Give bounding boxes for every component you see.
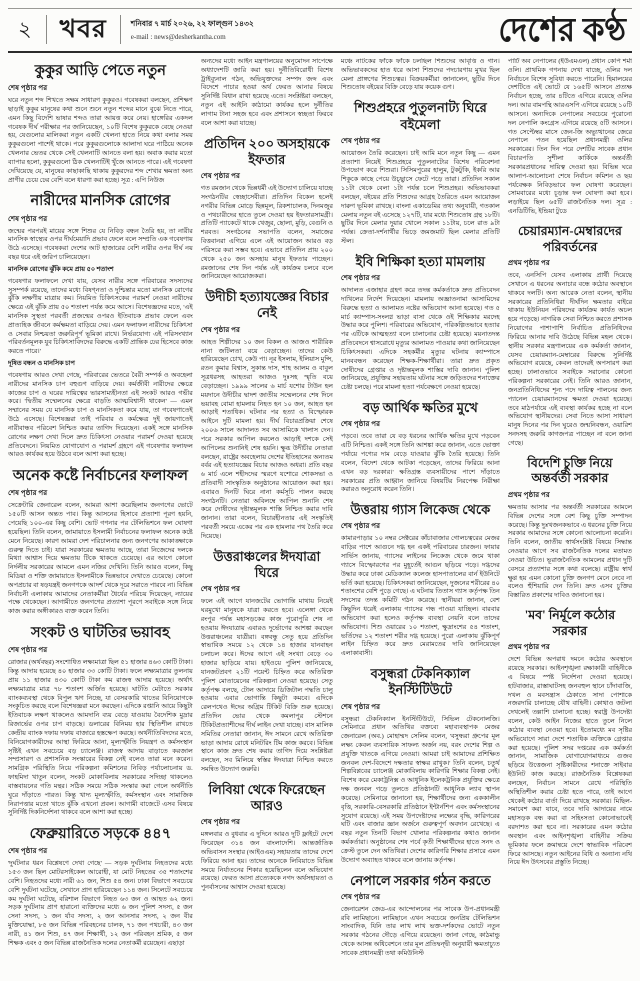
article-kicker: শেষ পৃষ্ঠার পর [340, 702, 381, 711]
article [341, 873, 500, 959]
article [201, 549, 333, 775]
article-headline: উত্তরায় গ্যাস লিকেজ থেকে [350, 502, 491, 518]
article-headline: সংকট ও ঘাটতির ভয়াবহ [31, 625, 170, 642]
article-kicker: শেষ পৃষ্ঠার পর [8, 847, 48, 856]
masthead-logo: দেশের কণ্ঠ [498, 10, 626, 49]
article [508, 456, 632, 601]
article-headline: শিশুপ্রহরে পুতুলনাট্য ঘিরে বইমেলা [353, 100, 487, 132]
article [508, 58, 632, 217]
article-kicker: শেষ পৃষ্ঠার পর [8, 489, 48, 498]
article [201, 58, 333, 129]
page-header [8, 8, 632, 49]
article [8, 62, 193, 185]
column [341, 58, 500, 963]
email-line: e-mail : news@desherkantha.com [130, 32, 226, 41]
article [8, 624, 193, 818]
column [8, 58, 193, 963]
article-headline: বড় আর্থিক ক্ষতির মুখে [362, 400, 478, 416]
article-kicker: প্রথম পৃষ্ঠার পর [507, 490, 550, 499]
article [341, 502, 500, 659]
article-headline: নেপালে সরকার গঠন করতে [350, 872, 491, 888]
article [201, 782, 333, 893]
article [341, 666, 500, 866]
article-kicker: শেষ পৃষ্ঠার পর [200, 172, 240, 181]
article-paragraph: ফলে এই আগে যানজটের ভোগান্তি মাথায় নিয়েই ঘরমুখো মানুষকে যাত্রা করতে হবে। এলেঙ্গা থেকে রংপুর পর্যন্ত মহাসড়কের কাজ পুরোপুরি শেষ না হওয়ায় ঈদযাত্রায় এবারও দুর্ভোগের আশঙ্কা করছেন উত্তরাঞ্চলের যাত্রীরা। বঙ্গবন্ধু সেতু হয়ে প্রতিদিন স্বাভাবিক সময়ে ১২ থেকে ১৪ হাজার যানবাহন চলাচল করে। ঈদের আগে এই সংখ্যা বেড়ে ৩০ হাজার ছাড়িয়ে যায়। হাইওয়ে পুলিশ জানিয়েছে, যানজটপ্রবণ ২১টি পয়েন্ট চিহ্নিত করে অতিরিক্ত পুলিশ মোতায়েনের পরিকল্পনা নেওয়া হয়েছে। সেতু কর্তৃপক্ষ বলছে, টোল আদায়ে ডিজিটাল পদ্ধতি চালু হওয়ায় এবার ভোগান্তি কিছুটা কমবে। এদিকে রেলপথেও ঈদের অগ্রিম টিকিট বিক্রি শুরু হয়েছে। প্রতিদিন ভোর থেকে কমলাপুর স্টেশনে টিকিটপ্রত্যাশীদের দীর্ঘ লাইন দেখা যাচ্ছে। বাস মালিক সমিতির নেতারা জানান, ঈদ সামনে রেখে অতিরিক্ত ভাড়া আদায় রোধে মনিটরিং টিম কাজ করবে। বিভিন্ন স্থানে কাজ দ্রুত শেষ করার তাগিদ দিয়ে সংশ্লিষ্টরা বলছেন, সব মিলিয়ে স্বস্তির ঈদযাত্রা নিশ্চিত করতে সমন্বিত উদ্যোগ জরুরি। [200, 598, 333, 774]
article-paragraph: দেশে বিভিন্ন অপরাধ দমনে কঠোর অবস্থানে রয়েছে সরকার। আইনশৃঙ্খলা রক্ষাকারী বাহিনীকে এ বিষয়ে স্পষ্ট নির্দেশনা দেওয়া হয়েছে। হাটবাজার, রাস্তাঘাটসহ জনবহুল স্থানে চাঁদাবাজি, দখল ও মবসন্ত্রাস ঠেকাতে সাদা পোশাকে নজরদারি চালাচ্ছে যৌথ বাহিনী। কোথাও জটলা দেখলেই তল্লাশি চালানো হচ্ছে। স্বরাষ্ট্র উপদেষ্টা বলেন, কেউ আইন নিজের হাতে তুলে নিলে কঠোর ব্যবস্থা নেওয়া হবে। ইতোমধ্যে মব সৃষ্টির অভিযোগে সারা দেশে শতাধিক ব্যক্তিকে গ্রেপ্তার করা হয়েছে। পুলিশ সদর দপ্তরের এক কর্মকর্তা জানান, সামাজিক যোগাযোগমাধ্যমে গুজব ছড়িয়ে উত্তেজনা সৃষ্টিকারীদের শনাক্তে সাইবার ইউনিট কাজ করছে। রাজনৈতিক বিশ্লেষকরা বলছেন, নির্বাচন সামনে রেখে পরিস্থিতি অস্থিতিশীল করার চেষ্টা হতে পারে, তাই আগে থেকেই কঠোর বার্তা দিয়ে রাখছে সরকার। মিছিল-সমাবেশ করা যাবে, তবে দাবি আদায়ের নামে মহাসড়ক বন্ধ করা বা সহিংসতা কোনোভাবেই বরদাশত করা হবে না। সরকারের এমন কঠোর অবস্থান এবং আইনশৃঙ্খলা বাহিনীর সক্রিয় ভূমিকার ফলে ক্রমান্বয়ে দেশে স্বাভাবিক পরিবেশ ফিরে আসছে। নতুন আইনের বিধি ও অন্যান্য নথি নিয়ে ঈদ উৎসবের প্রস্তুতি নিচ্ছে। [507, 656, 632, 867]
column [508, 58, 632, 963]
section-title: খবর [59, 16, 107, 43]
article-headline: 'মব' নির্মূলে কঠোর সরকার [524, 608, 616, 638]
article-paragraph: গবেষণার ফলাফলে দেখা যায়, যেসব নারীর সঙ্গে পরিবারের সদস্যদের সুসম্পর্ক রয়েছে, তাদের মধ্যে বিষণ্নতা ও দুশ্চিন্তার মতো মানসিক রোগের ঝুঁকি লক্ষণীয় মাত্রায় কম। নিয়মিত চিকিৎসকের পরামর্শ নেওয়া নারীদের ক্ষেত্রে এই ঝুঁকি প্রায় ৫০ শতাংশ পর্যন্ত কমে আসে। বিশেষজ্ঞদের মতে, 'এই মানসিক সুস্থতা পরবর্তী প্রজন্মের ওপরও ইতিবাচক প্রভাব ফেলে এবং প্রাত্যহিক জীবনে কর্মক্ষমতা বাড়িয়ে দেয়। এমন ফলাফল নারীদের চিকিৎসা ও সেবার নিশ্চয়তা জরুরিপূর্ণ ভূমিকা রাখে। নির্ভরযোগ্য এই পরিসংখ্যান পরিবর্তনমূলক যুব চিকিৎসাবিদদের বিরুদ্ধে একটি প্রান্তিক ঢের হিসেবে কাজ করতে পারে।' [8, 277, 193, 356]
dateline-block [121, 17, 254, 43]
article-kicker: শেষ পৃষ্ঠার পর [340, 136, 381, 145]
article-paragraph: মঙ্গলবার ও বুধবার এ দুদিনে আরও দুটি ফ্লাইটে দেশে ফিরেছেন ৩১৪ জন বাংলাদেশি। আন্তর্জাতিক অভিবাসন সংস্থার (আইওএম) সহায়তায় তাদের দেশে ফিরিয়ে আনা হয়। তাদের অনেকে লিবিয়াতে বিভিন্ন সময়ে নির্যাতনের শিকার হয়েছিলেন বলে অভিযোগ রয়েছে। ফেরত আসা প্রত্যেককে নগদ অর্থসহায়তা ও পুনর্বাসনের আশ্বাস দেওয়া হয়েছে। [200, 831, 333, 892]
article-kicker: প্রথম পৃষ্ঠার পর [507, 643, 550, 652]
article-subhead: দূষিত বন্ধন ও মানসিক চাপ [8, 360, 75, 368]
article [341, 254, 500, 393]
article-paragraph: সেক্রেটারি জেনারেল বলেন, আমরা আশা করেছিলাম জনগণের ভোটে ১৫০টি আসন অন্তত পাব। কিন্তু আসনের হিসাবে প্রত্যাশা পূরণ হয়নি, পেয়েছি ১০০-এর কিছু বেশি। ভোট গণনার পর টেলিভিশনে ফল ঘোষণা হয়েছিল। তিনি বলেন, জামায়াতে ইসলামী নির্বাচনের ফলাফল অনেক কষ্টে মেনে নিয়েছে। কারণ আমরা দেশ পরিচালনার জন্য জনগণের আকাঙ্ক্ষাকে গুরুত্ব দিতে চাই। যারা সরকারের ক্ষমতায় আছে, তারা নিজেদের দলকে মিথ্যা আশ্বাস দিয়ে ক্ষমতায় টিকে থাকতে চেয়েছে। এর আগে কোনো নির্দলীয় সরকারের আমলে এমন নজির দেখিনি। তিনি আরও বলেন, কিছু মিডিয়া ও শক্তি জামায়াতে ইসলামীকে ভিন্নভাবে দেখাতে চেয়েছে। কোনো অপপ্রচার বা ষড়যন্ত্রই জনগণকে আদর্শ থেকে দূরে সরাতে পারবে না। বিভিন্ন নির্বাচনী এলাকায় আমাদের নেতাকর্মীরা ধৈর্যের পরিচয় দিয়েছেন, ন্যায়ের পক্ষে থেকেছেন। আগামীতে জনগণের প্রত্যাশা পূরণে সবাইকে সঙ্গে নিয়ে কাজ করার অঙ্গীকারও ব্যক্ত করেন তিনি। [8, 502, 193, 616]
article-paragraph: বসুন্ধরা টেকনিক্যাল ইনস্টিটিউটে, সিভিল টেকনোলজি। সেমিনারে প্রধান অতিথির বক্তব্যে মহাব্যবস্থাপক মেজর জেনারেল (অব.) মোহাম্মদ সেলিম বলেন, 'বসুন্ধরা গ্রুপের মূল লক্ষ্য কেবল ব্যবসায়িক সাফল্য অর্জন নয়, বরং দেশের শিল্প ও প্রযুক্তি খাতকে এগিয়ে নেওয়া। আমরা চাই আমাদের প্রশিক্ষিত জনবল দেশ-বিদেশে দক্ষতার স্বাক্ষর রাখুক।' তিনি বলেন, চতুর্থ শিল্পবিপ্লবের চ্যালেঞ্জ মোকাবিলায় কারিগরি শিক্ষার বিকল্প নেই। বিশেষ করে মেকাট্রনিক্স ও আধুনিক ইলেকট্রনিক প্রযুক্তির ক্ষেত্রে দক্ষ জনবল গড়ে তুলতে প্রতিষ্ঠানটি আধুনিক ল্যাব স্থাপন করেছে। সেমিনারে জানানো হয়, শিক্ষার্থীদের জন্য এককালীন বৃত্তি, সরকারি-বেসরকারি প্রতিষ্ঠানে ইন্টার্নশিপ এবং কর্মসংস্থানের সুযোগ রয়েছে। এই সময় উপদেষ্টাদের লক্ষ্যের বৃদ্ধি, কারিগরের ঘটি এবং বাজার জ্ঞান অর্জনে গুরুত্বপূর্ণ অবদান রেখেছে। এ বছর নতুন তিনটি বিভাগ খোলার পরিকল্পনার কথাও জানান কর্মকর্তারা। অনুষ্ঠানের শেষ পর্বে কৃতী শিক্ষার্থীদের হাতে সনদ ও ক্রেস্ট তুলে দেন অতিথিরা। দেশের কারিগরি শিক্ষার প্রসারে এমন উদ্যোগ অব্যাহত থাকবে বলে জানায় কর্তৃপক্ষ। [340, 715, 500, 864]
article-paragraph: পার্টি অব নেপালের (ইউএমএল) প্রধান কেপি শর্মা ওলি। প্রাথমিক গণনায় দেখা যাচ্ছে, ওলির দল নির্বাচনে বিশেষ সুবিধা করতে পারেনি। হিমালয়ের দেশটিতে এই ভোটে যে ১৬৫টি আসনে প্রত্যক্ষ নির্বাচন হচ্ছে, তার ৪টিতে এগিয়ে রয়েছে ওলির দল। আর বামপন্থি আরএসপি এগিয়ে রয়েছে ১০টি আসনে। অন্যদিকে নেপালের সবচেয়ে পুরোনো দল নেপালি কংগ্রেস এগিয়ে রয়েছে ৫টি আসনে। গত সেপ্টেম্বর মাসে জেন-জি অভ্যুত্থানের জেরে নেপালে পতন হয়েছিল প্রধানমন্ত্রী ওলির সরকারের। তিন দিন পরে দেশটির সাবেক প্রধান বিচারপতি সুশীলা কার্কিকে অন্তর্বর্তী সরকারপ্রধানের দায়িত্ব দেওয়া হয়। বিভিন্ন ঘরে আলাপ-আলোচনা শেষে নির্বাচন কমিশন ও ছয় পর্যবেক্ষক নিবিড়ভাবে ফল ঘোষণা করেছেন। সোমবারের মধ্যে চূড়ান্ত ফল ঘোষণা করা হবে। লড়াইয়ে ছিল ৬৫টি রাজনৈতিক দল। সূত্র : এনডিটিভি, ইন্ডিয়া টুডে [507, 58, 632, 216]
article-kicker: শেষ পৃষ্ঠার পর [340, 420, 381, 429]
article-paragraph: আদালত এজাহার গ্রহণ করে তদন্ত কর্মকর্তাকে দ্রুত প্রতিবেদন দাখিলের নির্দেশ দিয়েছেন। মামলায় অজ্ঞাতনামা আসামিদের বিরুদ্ধে হত্যা ও আলামত নষ্টের অভিযোগ আনা হয়েছে। গত ৫ মার্চ ক্যাম্পাস-সংলগ্ন ভাড়া বাসা থেকে ওই শিক্ষিকার মরদেহ উদ্ধার করে পুলিশ। পরিবারের অভিযোগ, পরিকল্পিতভাবে হত্যার পর এটিকে আত্মহত্যা বলে চালানোর চেষ্টা হয়েছে। ময়নাতদন্ত প্রতিবেদনে শ্বাসরোধে মৃত্যুর আলামত পাওয়ার কথা জানিয়েছেন চিকিৎসকরা। এদিকে সহকর্মীর মৃত্যুর ঘটনায় ক্যাম্পাসে মানববন্ধন করেছেন শিক্ষক-শিক্ষার্থীরা। তারা দ্রুত প্রকৃত দোষীদের গ্রেপ্তার ও দৃষ্টান্তমূলক শাস্তির দাবি জানান। পুলিশ জানিয়েছে, প্রযুক্তির সহায়তায় ঘটনার সঙ্গে জড়িতদের শনাক্তের চেষ্টা চলছে। পরে মামলা হত্যা পর্যবেক্ষণে নেওয়া হয়েছে। [340, 287, 500, 392]
article-paragraph: ক্ষমতায় আসার পর অন্তর্বর্তী সরকারের আমলে বিভিন্ন দেশের সঙ্গে বেশ কিছু চুক্তি সম্পাদন করেছে। কিন্তু দুঃখজনকভাবে এ ধরনের চুক্তি নিয়ে সরকার আমাদের সঙ্গে কোনো আলোচনা করেনি। তিনি বলেন, জাতীয় স্বার্থসংশ্লিষ্ট বিষয়ে সিদ্ধান্ত নেওয়ার আগে সব রাজনৈতিক দলের মতামত নেওয়া উচিত। ভূরাজনৈতিক আমলের প্রধান দুটি বেসরে প্রত্যাশার সঙ্গে কথা বলেছে। রাষ্ট্রীয় স্বার্থ ক্ষুণ্ণ হয় এমন কোনো চুক্তি জনগণ মেনে নেবে না বলেও হুঁশিয়ারি দেন তিনি। দ্রুত এসব চুক্তির বিস্তারিত প্রকাশের দাবিও জানানো হয়। [507, 503, 632, 600]
article [508, 608, 632, 868]
article-kicker: শেষ পৃষ্ঠার পর [200, 325, 240, 334]
article-kicker: শেষ পৃষ্ঠার পর [340, 892, 381, 901]
article [201, 289, 333, 542]
article-subhead: মানসিক রোগের ঝুঁকি কমে প্রায় ৫০ শতাংশ [8, 265, 114, 273]
article-paragraph: জন্মের পরপরই মায়ের সঙ্গে শিশুর যে নিবিড় বন্ধন তৈরি হয়, তা নারীর মানসিক স্বাস্থ্যের ওপর দীর্ঘমেয়াদি প্রভাব ফেলে বলে সম্প্রতি এক গবেষণায় উঠে এসেছে। গবেষকরা দেশের আট হাজারের বেশি নারীর ওপর দীর্ঘ নয় বছর ধরে এই জরিপ চালিয়েছেন। [8, 227, 193, 262]
article-headline: কুকুর আড়ি পেতে নতুন [34, 63, 166, 79]
article-paragraph: গবেষণায় আরও দেখা গেছে, পরিবারের ভেতরে বৈরী সম্পর্ক ও অবহেলা নারীদের মানসিক চাপ বহুগুণ বাড়িয়ে দেয়। কর্মজীবী নারীদের ক্ষেত্রে কাজের চাপ ও ঘরের দায়িত্বের ভারসাম্যহীনতা এই সংকট আরও গভীর করে। 'দ্বিতীয় সম্মেলনের ক্ষেত্রে বাড়তি আত্মবিশ্বাসী থাকেন' — এমন সম্মানের সময় যে মানসিক চাপ ও মানসিকতা কমে যায়, তা গবেষণাতেই উঠে এসেছে। বিশেষজ্ঞরা তাই পরিবার ও কর্মক্ষেত্র দুই জায়গাতেই নারীবান্ধব পরিবেশ নিশ্চিত করার তাগিদ দিয়েছেন। একই সঙ্গে মানসিক রোগের লক্ষণ দেখা দিলে দ্রুত চিকিৎসা নেওয়ার পরামর্শ দেওয়া হয়েছে প্রতিবেদনে। নিয়মিত যোগাযোগ ও পরামর্শ গ্রহণে এই গবেষণার ফলাফল আরও কার্যকর হয়ে উঠবে বলে আশা করা হচ্ছে। [8, 371, 193, 459]
article [8, 825, 193, 948]
article-headline: ইবি শিক্ষিকা হত্যা মামলায় [355, 253, 486, 269]
article-paragraph: জেনারেশন জেড-এর আন্দোলনের পর সাবেক উপ-প্রধানমন্ত্রী রবি লামিছানে। লামিছানে এখন সবচেয়ে জনপ্রিয় টেলিভিশন সাংবাদিক, যিনি তার লাখ লাখ ভক্ত-দর্শকদের ভোটে নতুন সরকার গঠনের দৌড়ে এগিয়ে রয়েছেন। জানা গেছে, কাঠমান্ডু থেকে আসন্ন অধিবেশনে তার মূল প্রতিদ্বন্দ্বী অনুযায়ী ক্ষমতাচ্যুত সাবেক প্রধানমন্ত্রী তথা কমিউনিস্ট [340, 905, 500, 957]
article-paragraph: রোজার (অর্থবছর) সংশোধিত লক্ষ্যমাত্রা ছিল ৫১ হাজার ৪৬৩ কোটি টাকা। কিন্তু আদায় হয়েছে ৪০ হাজার ৩৩ কোটি টাকা। ফলে লক্ষ্যমাত্রার তুলনায় প্রায় ১১ হাজার ৪৩০ কোটি টাকা কম রাজস্ব আদায় হয়েছে। অর্থাৎ লক্ষ্যমাত্রার মাত্র ৭৮ শতাংশ অর্জিত হয়েছে। ঘাটতি মেটাতে সরকার ব্যাংকব্যবস্থা থেকে বিপুল ঋণ নিচ্ছে, যা বেসরকারি খাতের বিনিয়োগকে সংকুচিত করছে বলে বিশেষজ্ঞরা মনে করছেন। এদিকে রপ্তানি আয়ে কিছুটা ইতিবাচক লক্ষণ থাকলেও আমদানি ব্যয় বেড়ে যাওয়ায় বৈদেশিক মুদ্রার রিজার্ভের ওপর চাপ বাড়ছে। ডলারের বিনিময় হার স্থিতিশীল রাখতে কেন্দ্রীয় ব্যাংক দফায় দফায় বাজারে হস্তক্ষেপ করছে। অর্থনীতিবিদদের মতে, বিনিয়োগকারীদের আস্থা ফিরিয়ে আনা, মূল্যস্ফীতি নিয়ন্ত্রণ ও কর্মসংস্থান সৃষ্টিই এখন সবচেয়ে বড় চ্যালেঞ্জ। রাজস্ব আদায় বাড়াতে করজাল সম্প্রসারণ ও প্রশাসনিক সংস্কারের বিকল্প নেই বলেও তারা মনে করেন। সামগ্রিক পরিস্থিতি নিয়ে পরিকল্পনা কমিশনের নিবিড় পর্যালোচনায় ড. ফাহমিদা খাতুন বলেন, সংকট মোকাবিলায় সরকারের সদিচ্ছা থাকলেও বাস্তবায়নের গতি মন্থর। সঠিক সময়ে সঠিক সংস্কার করা গেলে অর্থনীতি ঘুরে দাঁড়াতে পারত। কিন্তু খাদ্য মূল্যস্ফীতি, কর্মসংস্থান এবং সামাজিক নিরাপত্তার মতো খাতে ঝুঁকি এখনো প্রবল। আগামী বাজেটে এসব বিষয়ে সুনির্দিষ্ট দিকনির্দেশনা থাকবে বলে আশা করা হচ্ছে। [8, 659, 193, 817]
dateline: শনিবার ৭ মার্চ ২০২৬, ২২ ফাল্গুন ১৪৩২ [130, 18, 254, 28]
article [341, 100, 500, 247]
article-headline: প্রতিদিন ২০০ অসহায়কে ইফতার [203, 135, 330, 167]
article-kicker: শেষ পৃষ্ঠার পর [200, 818, 240, 827]
article-headline: বসুন্ধরা টেকনিক্যাল ইনস্টিটিউটে [370, 666, 471, 698]
article-paragraph: তবে, এনসিপি যেসব এলাকায় প্রার্থী দিয়েছে সেখানে এ ধরনের অনাচার বন্ধে কঠোর অবস্থানে থাকবে দলটি। অন্য আরেক নেতা বলেন, স্থানীয় সরকারের প্রতিনিধিরা দীর্ঘদিন ক্ষমতার বাইরে থাকায় ইউনিয়ন পরিষদের কার্যক্রম কার্যত অচল হয়ে পড়েছে। নাগরিক সেবা নিশ্চিত করতে প্রশাসক নিয়োগের পাশাপাশি নির্বাচিত প্রতিনিধিদের ফিরিয়ে আনার দাবি উঠেছে বিভিন্ন মহল থেকে। স্থানীয় সরকার মন্ত্রণালয়ের এক কর্মকর্তা জানান, যেসব চেয়ারম্যান-মেম্বারের বিরুদ্ধে সুনির্দিষ্ট অভিযোগ রয়েছে, কেবল তাদেরই অপসারণ করা হচ্ছে। ঢালাওভাবে সবাইকে সরানোর কোনো পরিকল্পনা সরকারের নেই। তিনি আরও জানান, জনপ্রতিনিধিদের শূন্য পদে দায়িত্ব পালনের জন্য প্যানেল চেয়ারম্যানদের ক্ষমতা দেওয়া হয়েছে। তবে মাঠপর্যায়ে এই ব্যবস্থা কার্যকর হচ্ছে না বলে অভিযোগ স্থানীয়দের। সেবা নিতে আসা সাধারণ মানুষ দিনের পর দিন ঘুরেও জন্মনিবন্ধন, ওয়ারিশ সনদসহ জরুরি কাগজপত্র পাচ্ছেন না বলে জানা গেছে। [507, 272, 632, 447]
page-number: ২ [18, 17, 32, 41]
article [8, 192, 193, 460]
column [201, 58, 333, 963]
article [201, 136, 333, 283]
article-headline: নারীদের মানসিক রোগের [30, 193, 171, 210]
article-paragraph: আয়োজন তৈরি করেছেন। চাই আমি মনে নতুন কিছু — এমন প্রত্যাশা নিয়েই শিশুপ্রহরে পুতুলনাট্যের বিশেষ পরিবেশনা উপভোগ করে শিশুরা। সিসিমপুরের হালুম, টুকটুকি, ইকরি আর শিকুকে কাছে পেয়ে উচ্ছ্বাসে ফেটে পড়ে তারা। প্রতিদিন সকাল ১১টা থেকে বেলা ১টা পর্যন্ত চলে শিশুপ্রহর। অভিভাবকরা বলছেন, বইয়ের প্রতি শিশুদের আগ্রহ তৈরিতে এমন আয়োজন দারুণ ভূমিকা রাখছে। বাংলা একাডেমির তথ্য অনুযায়ী, গতকাল মেলায় নতুন বই এসেছে ১২৭টি, যার মধ্যে শিশুতোষ গ্রন্থ ১৮টি। ছুটির দিনে মেলার দুয়ার খোলে সকাল ১১টায়, চলে রাত ৯টা পর্যন্ত। ক্রেতা-দর্শনার্থীর ভিড়ে জমজমাট ছিল মেলার প্রতিটি স্টল। [340, 149, 500, 246]
article-paragraph: ঘরে নতুন শব্দ শিখতে সক্ষম সাধারণ কুকুরও। গবেষকরা বলছেন, প্রশিক্ষণ ছাড়াই কুকুর মানুষের কথা শুনে শুনে নতুন শব্দের মানে বুঝে নিতে পারে, এমন কিছু বিদেশি ভাষার শব্দও তারা আয়ত্ত করে নেয়। হাঙ্গেরির একদল গবেষক দীর্ঘ পরীক্ষার পর জানিয়েছেন, ১০টি বিশেষ কুকুরকে বেছে নেওয়া হয়, যেগুলোর মালিকরা নতুন একটি খেলনা হাতে নিয়ে কথা বলার সময় কুকুরগুলো পাশেই থাকে। পরে কুকুরগুলোকে আলাদা ঘরে পাঠিয়ে অনেক খেলনার ভেতর থেকে সেই খেলনাটি আনতে বলা হয়। অবাক করার মতো ব্যাপার হলো, কুকুরগুলো ঠিক খেলনাটিই খুঁজে আনতে পারে। এই গবেষণা দেখিয়েছে যে, মানুষের কাছাকাছি থাকায় কুকুরদের শব্দ শেখার ক্ষমতা অন্য প্রাণীর চেয়ে ঢের বেশি বলে ধারণা করা হচ্ছে। সূত্র : এপি নিউজ [8, 97, 193, 184]
article-kicker: শেষ পৃষ্ঠার পর [8, 214, 48, 223]
article-paragraph: কামারপাড়ার ১০ নম্বর সেক্টরের কাঁচাবাজার গোলচত্বরের মেজর বাড়ির পাশে আগুনে দগ্ধ হন একই পরিবারের চারজন। ফায়ার সার্ভিস জানায়, গ্যাসের লাইনের লিকেজ থেকে জমে থাকা গ্যাসে বিস্ফোরণের পর মুহূর্তেই আগুন ছড়িয়ে পড়ে। দগ্ধদের উদ্ধার করে ঢাকা মেডিক্যাল কলেজ হাসপাতালের বার্ন ইউনিটে ভর্তি করা হয়েছে। চিকিৎসকরা জানিয়েছেন, দুজনের শরীরের ৪০ শতাংশের বেশি পুড়ে গেছে। এ ঘটনায় তিতাস গ্যাস কর্তৃপক্ষ তিন সদস্যের তদন্ত কমিটি গঠন করেছে। স্থানীয়রা জানান, বেশ কিছুদিন ধরেই এলাকায় গ্যাসের গন্ধ পাওয়া যাচ্ছিল। বারবার অভিযোগ করা হলেও কর্তৃপক্ষ ব্যবস্থা নেয়নি বলে তাদের অভিযোগ। শিশু ওয়ারের ১০ শতাংশ, ক্ষুদ্রাংশের ৫৪ শতাংশ, ভর্তিদের ১২ শতাংশ শরীর দগ্ধ হয়েছে। পুরো এলাকায় ঝুঁকিপূর্ণ লাইন চিহ্নিত করে দ্রুত মেরামতের দাবি জানিয়েছেন এলাকাবাসী। [340, 535, 500, 658]
article-paragraph: অন্যদের মধ্যে আইন মন্ত্রণালয়ের অনুমোদন সাপেক্ষে অধ্যাদেশটি জারি করা হয়। দুর্নীতিবিরোধী বিশেষ ট্রাইব্যুনাল গঠন, অভিযুক্তদের সম্পদ জব্দ এবং বিদেশে পাচার হওয়া অর্থ ফেরত আনার বিষয়ে সুনির্দিষ্ট বিধান রাখা হয়েছে এতে। সংশ্লিষ্টরা বলছেন, নতুন এই আইনি কাঠামো কার্যকর হলে দুর্নীতির লাগাম টানা সহজ হবে এবং প্রশাসনে স্বচ্ছতা ফিরবে বলে আশা করা যাচ্ছে। [200, 58, 333, 127]
article-kicker: শেষ পৃষ্ঠার পর [340, 274, 381, 283]
article-kicker: শেষ পৃষ্ঠার পর [340, 522, 381, 531]
article-paragraph: আহত শিল্পীদের ১০ জন বিকল ও আজও শারীরিক নানা জটিলতা বয়ে বেড়াচ্ছেন। তাদের কেউ হারিয়েছেন চোখ, কেউ পা। নূর ইসলাম, ইলিয়াস মুন্সি, রতন কুমার বিশ্বাস, সুকান্ত দাস, শাহ আলম ও বাবুল সূত্রধরসহ আহতরা আজও দুঃসহ স্মৃতি বয়ে বেড়াচ্ছেন। ১৯৯৯ সালের ৬ মার্চ যশোর টাউন হল ময়দানে উদীচীর দ্বাদশ জাতীয় সম্মেলনের শেষ দিনে ভয়াবহ বোমা হামলায় নিহত হন ১০ জন, আহত হন আড়াই শতাধিক। ঘটনার পর হত্যা ও বিস্ফোরক আইনে দুটি মামলা হয়। দীর্ঘ বিচারপ্রক্রিয়া শেষে ২০০৬ সালে আদালত সব আসামিকে খালাস দেন। পরে সরকার আপিল করলেও আড়াই দশকে সেই আপিলের শুনানিই শেষ হয়নি। ক্ষুব্ধ উদীচীর নেতারা বলছেন, রাষ্ট্রের অবহেলায় দেশের ইতিহাসের অন্যতম বর্বর এই হত্যাযজ্ঞের বিচার আজও অধরা। প্রতি বছর ৬ মার্চ এলে শহীদদের স্মরণে যশোরে শোকসভা ও প্রতিবাদী সাংস্কৃতিক অনুষ্ঠানের আয়োজন করা হয়। এবারও দিনটি ঘিরে নানা কর্মসূচি পালন করছে সংগঠনটি। নেতারা অবিলম্বে আপিল শুনানি শেষ করে দোষীদের দৃষ্টান্তমূলক শাস্তি নিশ্চিত করার দাবি জানান। তারা বলেন, বিচারহীনতার এই সংস্কৃতিই পরবর্তী সময়ে একের পর এক হামলার পথ তৈরি করে দিয়েছে। [200, 338, 333, 540]
article-kicker: শেষ পৃষ্ঠার পর [8, 84, 48, 93]
article-paragraph: মঞ্চে নাটকের ফাঁকে ফাঁকে চলছিল শিশুদের আবৃত্তি ও গান। অভিভাবকদের হাত ধরে আসা শিশুদের পদচারণায় মুখর ছিল মেলা প্রাঙ্গণের শিশুচত্বর। বিক্রয়কর্মীরা জানালেন, ছুটির দিনে শিশুতোষ বইয়ের বিক্রি বেড়ে যায় কয়েক গুণ। [340, 58, 500, 92]
article-paragraph: 'দুর্ঘটনার ধরন বিশ্লেষণে দেখা গেছে' — সড়ক দুর্ঘটনায় নিহতদের মধ্যে ১৫৩ জন ছিল মোটরসাইকেল আরোহী, যা মোট নিহতের ৩৫ শতাংশের বেশি। নিহতদের মধ্যে নারী ৬১ জন, শিশু ৫৪ জন। ঢাকা বিভাগে সবচেয়ে বেশি দুর্ঘটনা ঘটেছে, সেখানে প্রাণ হারিয়েছেন ১১৪ জন। সিলেটে সবচেয়ে কম দুর্ঘটনা ঘটেছে, বরিশাল বিভাগে নিহত ৬৩ জন ও আহত ৬২ জন। সড়ক দুর্ঘটনায় প্রাণ হারানো ব্যক্তিদের মধ্যে ৬ জন পুলিশ সদস্য, ৫ জন সেনা সদস্য, ১ জন র্যাব সদস্য, ২ জন আনসার সদস্য, ২ জন বীর মুক্তিযোদ্ধা, ৮৫ জন বিভিন্ন পরিবহনের চালক, ৭১ জন পথচারী, ৪৩ জন নারী, ৪১ জন শিশু, ৪৭ জন শিক্ষার্থী, ১২ জন পরিবহন শ্রমিক, ৫ জন শিক্ষক এবং ৫ জন বিভিন্ন রাজনৈতিক দলের নেতাকর্মী রয়েছেন। এছাড়া [8, 860, 193, 947]
article-headline: চেয়ারম্যান-মেম্বারদের পরিবর্তনের [517, 223, 622, 254]
columns [0, 53, 640, 963]
article-kicker: শেষ পৃষ্ঠার পর [200, 585, 240, 594]
article-paragraph: গত রমজান থেকে ভিন্নধর্মী এই উদ্যোগ চালিয়ে যাচ্ছে সংগঠনটির স্বেচ্ছাসেবীরা। প্রতিদিন বিকেল হলেই নগরীর বিভিন্ন মোড়ে ছিন্নমূল, রিকশাচালক, দিনমজুর ও পথচারীদের হাতে তুলে দেওয়া হয় ইফতারসামগ্রী। প্রতিটি প্যাকেটে থাকে খেজুর, ছোলা, মুড়ি, বেগুনি ও শরবত। সংগঠনের সভাপতি বলেন, সমাজের বিত্তবানরা এগিয়ে এলে এই আয়োজন আরও বড় পরিসরে করা সম্ভব হবে। এভাবে প্রতিদিন প্রায় ২০০ থেকে ২৫০ জন অসহায় মানুষ ইফতার পাচ্ছেন। রমজানের শেষ দিন পর্যন্ত এই কার্যক্রম চলবে বলে জানিয়েছেন আয়োজকরা। [200, 185, 333, 281]
article-headline: লিবিয়া থেকে ফিরেছেন আরও [208, 781, 326, 814]
article-headline: ফেব্রুয়ারিতে সড়কে ৪৪৭ [29, 826, 172, 843]
article-headline: বিদেশি চুক্তি নিয়ে অন্তর্বর্তী সরকার [527, 455, 613, 486]
article [508, 224, 632, 449]
article-headline: অনেক কষ্টে নির্বাচনের ফলাফল [12, 468, 188, 485]
article-kicker: প্রথম পৃষ্ঠার পর [507, 259, 550, 268]
article-paragraph: পড়বে। তবে তারা যে বড় ধরনের আর্থিক ক্ষতির মুখে পড়বেন এটি নিশ্চিত। একই সঙ্গে তিনি আশঙ্কা করে জানান, এতে ভোক্তা পর্যায়ে পণ্যের দাম বেড়ে যাওয়ার ঝুঁকি তৈরি হয়েছে। তিনি বলেন, 'বিদেশ থেকে আটকা পড়েছেন, তাদের ফিরিয়ে আনা এখন বড় দরকার।' ক্ষতিগ্রস্ত ব্যবসায়ীদের পাশে দাঁড়াতে সরকারের প্রতি আহ্বান জানিয়ে বিষয়টির নিরপেক্ষ নিরীক্ষা করারও অনুরোধ করেন তিনি। [340, 433, 500, 494]
article [341, 400, 500, 495]
article [8, 467, 193, 617]
article-headline: উদীচী হত্যাযজ্ঞের বিচার নেই [205, 289, 329, 321]
article-headline: উত্তরাঞ্চলের ঈদযাত্রা ঘিরে [213, 548, 321, 581]
article-kicker: শেষ পৃষ্ঠার পর [8, 646, 48, 655]
article [341, 58, 500, 93]
